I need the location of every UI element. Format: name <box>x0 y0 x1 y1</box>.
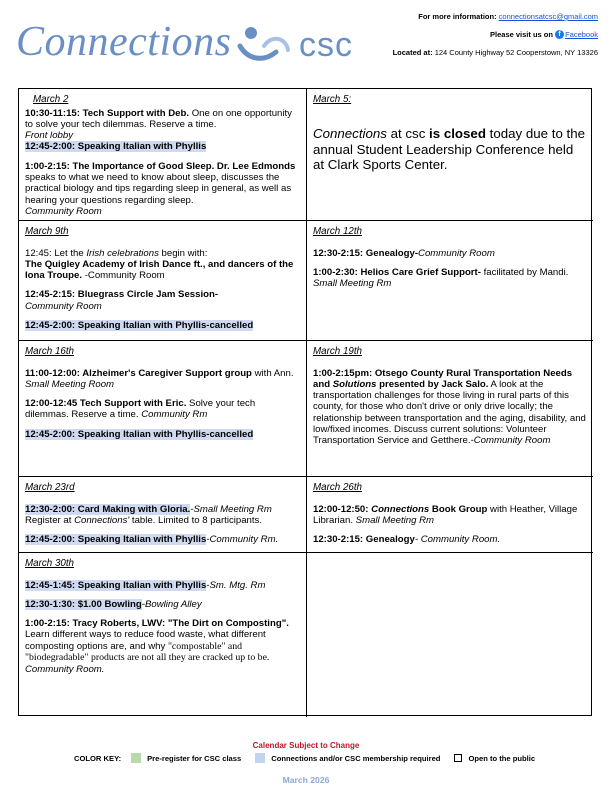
event <box>313 534 587 545</box>
day-date: March 9th <box>25 226 69 237</box>
event-room: Community Room <box>418 247 495 259</box>
day-date: March 16th <box>25 346 75 357</box>
event-desc: Learn different ways to reduce food waste, what different composting options are, and why <box>25 629 266 652</box>
day-cell-march-23 <box>19 477 307 553</box>
connections-csc-logo <box>16 12 376 72</box>
day-cell-march-12 <box>307 221 593 341</box>
logo-org: csc <box>299 26 353 64</box>
event <box>25 368 300 391</box>
event <box>25 580 300 591</box>
day-date: March 12th <box>313 226 363 237</box>
event <box>313 267 587 290</box>
event-title: 12:45-2:00: Speaking Italian with Phyllis-cancelled <box>25 428 254 440</box>
notice-text: at csc <box>386 125 430 141</box>
event <box>313 368 587 447</box>
event-title: 11:00-12:00: Alzheimer's Caregiver Support group <box>25 367 252 379</box>
event-desc: facilitated by Mandi. <box>480 266 569 278</box>
event-desc: with Ann. <box>251 367 294 379</box>
green-swatch-icon <box>131 753 141 763</box>
event-title: 12:45-2:00: Speaking Italian with Phyllis <box>25 534 207 546</box>
day-date: March 26th <box>313 482 363 493</box>
event-room: Community Room. <box>25 663 105 675</box>
event-title: 12:30-1:30: $1.00 Bowling <box>25 598 142 610</box>
event-title: 12:45-2:15: Bluegrass Circle Jam Session- <box>25 289 219 301</box>
event-title: Connections <box>371 503 430 515</box>
event <box>313 504 587 527</box>
event-room: - Community Room. <box>414 534 501 546</box>
event-desc: table. Limited to 8 participants. <box>129 514 263 526</box>
event-title: 12:45-2:00: Speaking Italian with Phyllis-cancelled <box>25 320 254 332</box>
event-title: 10:30-11:15: Tech Support with Deb. <box>25 107 190 119</box>
event <box>25 398 300 421</box>
event-title: 12:00-12:50: <box>313 503 372 515</box>
event-room: -Small Meeting Rm <box>190 503 272 515</box>
event-title: The Quigley Academy of Irish Dance ft., and dancers of the Iona Troupe. <box>25 258 294 282</box>
event-desc: speaks to what we need to know about sleep, discusses the practical biology and tips regarding sleep in general, as well as hearing your questions regarding sleep. <box>25 172 292 206</box>
event-desc: Register at <box>25 514 75 526</box>
location-row <box>358 48 598 58</box>
event <box>25 429 300 440</box>
event-room: Front lobby <box>25 130 73 142</box>
footer-month: March 2026 <box>282 775 330 785</box>
day-date: March 5: <box>313 94 352 105</box>
event-room: -Bowling Alley <box>141 598 202 610</box>
day-cell-empty <box>307 553 593 717</box>
day-cell-march-19 <box>307 341 593 477</box>
event <box>25 534 300 545</box>
event-room: -Community Room <box>470 435 551 447</box>
event <box>25 618 300 675</box>
event-room: Community Rm <box>141 409 208 421</box>
day-cell-march-16 <box>19 341 307 477</box>
event <box>313 248 587 259</box>
color-key <box>74 753 535 763</box>
event-room: Small Meeting Rm <box>355 514 435 526</box>
event-title: Book Group <box>429 503 488 515</box>
event <box>25 108 300 142</box>
event <box>25 320 300 331</box>
event-title: 1:00-2:15pm: Otsego County Rural Transportation Needs and <box>313 367 573 390</box>
day-date: March 2 <box>33 94 69 105</box>
event-room: Small Meeting Room <box>25 378 115 390</box>
event-title: 1:00-2:15: The Importance of Good Sleep. Dr. Lee Edmonds <box>25 160 296 172</box>
blue-swatch-icon <box>255 753 265 763</box>
day-cell-march-26 <box>307 477 593 553</box>
event <box>25 599 300 610</box>
email-link[interactable]: connectionsatcsc@gmail.com <box>498 12 598 21</box>
event-title: 12:30-2:15: Genealogy <box>313 534 415 546</box>
closed-notice <box>313 126 587 174</box>
event-title: 1:00-2:15: Tracy Roberts, LWV: "The Dirt on Composting". <box>25 618 289 630</box>
visit-label: Please visit us on <box>490 29 553 39</box>
event-room: -Sm. Mtg. Rm <box>206 579 266 591</box>
event-desc: "compostable" and "biodegradable" products are not all they are cracked up to be. <box>25 640 270 664</box>
facebook-icon[interactable]: f <box>555 30 564 39</box>
logo-swirl-icon <box>234 24 298 68</box>
event-room: Community Room <box>25 206 102 218</box>
color-key-label: COLOR KEY: <box>74 753 122 763</box>
event <box>25 141 300 152</box>
event-title: Solutions <box>332 378 377 390</box>
event <box>25 161 300 218</box>
info-label: For more information: <box>418 12 497 21</box>
event-desc: 12:45: Let the <box>25 247 87 259</box>
day-cell-march-30 <box>19 553 307 717</box>
key-blue-label: Connections and/or CSC membership required <box>271 753 441 763</box>
subject-to-change-notice: Calendar Subject to Change <box>252 741 360 750</box>
notice-text: is closed <box>429 125 486 141</box>
event-title: 12:45-2:00: Speaking Italian with Phyllis <box>25 141 207 153</box>
event-room: Small Meeting Rm <box>313 278 392 290</box>
day-date: March 19th <box>313 346 363 357</box>
logo-word: Connections <box>16 19 232 65</box>
day-date: March 23rd <box>25 482 75 493</box>
event-title: presented by Jack Salo. <box>376 378 489 390</box>
event <box>25 289 300 312</box>
event-title: 1:00-2:30: Helios Care Grief Support- <box>313 266 481 278</box>
day-cell-march-2 <box>19 89 307 221</box>
event <box>25 248 300 282</box>
event-title: 12:30-2:15: Genealogy- <box>313 247 419 259</box>
event-room: Community Room <box>25 300 102 312</box>
event-room: -Community Room <box>82 270 165 282</box>
notice-text: Connections <box>313 125 387 141</box>
event-room: -Community Rm. <box>206 534 279 546</box>
day-date: March 30th <box>25 558 75 569</box>
event-desc: A look at the transportation challenges for those living in rural parts of this county, for those who don't drive or only drive locally; the relationship between transportation and the aging, disability, and low/fixed incomes. Discuss current solutions: Volunteer Transportation Service and Getthere. <box>313 378 586 447</box>
visit-row <box>358 30 598 40</box>
event-desc: Irish celebrations <box>86 247 159 259</box>
event-title: 12:45-1:45: Speaking Italian with Phyllis <box>25 579 207 591</box>
key-green-label: Pre-register for CSC class <box>147 753 242 763</box>
event-title: 12:30-2:00: Card Making with Gloria. <box>25 503 191 515</box>
event-desc: One on one opportunity to solve your tech dilemmas. Reserve a time. <box>25 107 292 130</box>
contact-info <box>358 12 598 65</box>
event-desc: Solve your tech dilemmas. Reserve a time. <box>25 398 256 421</box>
info-row <box>358 12 598 22</box>
key-open-label: Open to the public <box>468 753 536 763</box>
location-label: Located at: <box>392 47 433 57</box>
day-cell-march-5 <box>307 89 593 221</box>
event-desc: with Heather, Village Librarian. <box>313 503 578 526</box>
event-title: 12:00-12:45 Tech Support with Eric. <box>25 398 187 410</box>
event-desc: Connections' <box>74 514 130 526</box>
event <box>25 504 300 527</box>
notice-text: today due to the annual Student Leadership Conference held at Clark Sports Center. <box>313 125 586 173</box>
day-cell-march-9 <box>19 221 307 341</box>
location-value: 124 County Highway 52 Cooperstown, NY 13326 <box>434 47 598 57</box>
facebook-link[interactable]: Facebook <box>565 29 598 39</box>
calendar-grid <box>18 88 592 716</box>
open-swatch-icon <box>454 754 462 762</box>
event-desc: begin with: <box>158 247 208 259</box>
